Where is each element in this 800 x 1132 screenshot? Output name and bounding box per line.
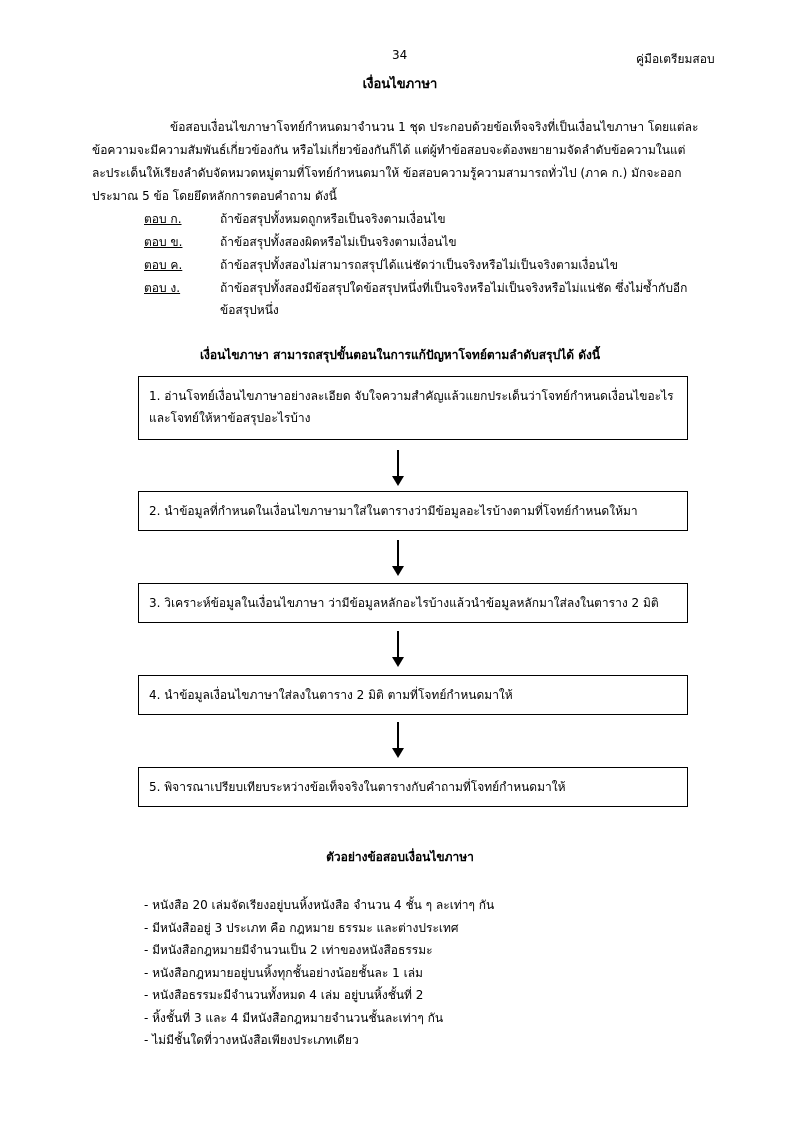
step-box-3 — [138, 583, 688, 623]
answer-rule-b — [144, 231, 704, 253]
steps-heading: เงื่อนไขภาษา สามารถสรุปขั้นตอนในการแก้ปัญหาโจทย์ตามลำดับสรุปได้ ดังนี้ — [199, 348, 601, 362]
down-arrow-icon — [397, 540, 399, 576]
answer-rule-text: ถ้าข้อสรุปทั้งสองผิดหรือไม่เป็นจริงตามเงื่อนไข — [220, 235, 457, 249]
step-text: 5. พิจารณาเปรียบเทียบระหว่างข้อเท็จจริงในตารางกับคำถามที่โจทย์กำหนดมาให้ — [149, 780, 566, 794]
list-item: - หนังสือ 20 เล่มจัดเรียงอยู่บนหิ้งหนังสือ จำนวน 4 ชั้น ๆ ละเท่าๆ กัน — [144, 898, 495, 912]
answer-rule-label: ตอบ ก. — [144, 212, 182, 226]
answer-rule-d — [144, 277, 704, 323]
list-item: - หนังสือกฎหมายอยู่บนหิ้งทุกชั้นอย่างน้อยชั้นละ 1 เล่ม — [144, 965, 423, 980]
step-box-2 — [138, 491, 688, 531]
intro-line-3: ละประเด็นให้เรียงลำดับจัดหมวดหมู่ตามที่โจทย์กำหนดมาให้ ข้อสอบความรู้ความสามารถทั่วไป (ภาค ก.) มักจะออก — [92, 166, 682, 180]
step-box-4 — [138, 675, 688, 715]
answer-rule-c — [144, 254, 704, 276]
down-arrow-icon — [397, 722, 399, 758]
step-box-5 — [138, 767, 688, 807]
answer-rule-text: ถ้าข้อสรุปทั้งสองมีข้อสรุปใดข้อสรุปหนึ่งที่เป็นจริงหรือไม่เป็นจริงหรือไม่แน่ชัด ซึ่งไม่ซ้ำกับอีกข้อสรุปหนึ่ง — [220, 281, 688, 317]
answer-rule-label: ตอบ ค. — [144, 258, 183, 272]
list-item: - หนังสือธรรมะมีจำนวนทั้งหมด 4 เล่ม อยู่บนหิ้งชั้นที่ 2 — [144, 988, 424, 1002]
section-title: เงื่อนไขภาษา — [362, 77, 438, 92]
list-item: - มีหนังสืออยู่ 3 ประเภท คือ กฎหมาย ธรรมะ และต่างประเทศ — [144, 920, 459, 935]
header-book-title: คู่มือเตรียมสอบ — [636, 52, 715, 66]
step-text: 3. วิเคราะห์ข้อมูลในเงื่อนไขภาษา ว่ามีข้อมูลหลักอะไรบ้างแล้วนำข้อมูลหลักมาใส่ลงในตาราง 2 มิติ — [149, 596, 659, 610]
intro-line-2: ข้อความจะมีความสัมพันธ์เกี่ยวข้องกัน หรือไม่เกี่ยวข้องกันก็ได้ แต่ผู้ทำข้อสอบจะต้องพยายามจัดลำดับข้อความในแต่ — [92, 143, 686, 157]
list-item: - หิ้งชั้นที่ 3 และ 4 มีหนังสือกฎหมายจำนวนชั้นละเท่าๆ กัน — [144, 1010, 444, 1025]
page-number: 34 — [392, 48, 408, 62]
down-arrow-icon — [397, 450, 399, 486]
step-text: 1. อ่านโจทย์เงื่อนไขภาษาอย่างละเอียด จับใจความสำคัญแล้วแยกประเด็นว่าโจทย์กำหนดเงื่อนไขอะไรและโจทย์ให้หาข้อสรุปอะไรบ้าง — [149, 389, 674, 425]
intro-line-4: ประมาณ 5 ข้อ โดยยึดหลักการตอบคำถาม ดังนี้ — [92, 189, 337, 203]
answer-rule-label: ตอบ ง. — [144, 281, 181, 295]
example-conditions-list — [144, 894, 494, 1052]
answer-rule-text: ถ้าข้อสรุปทั้งหมดถูกหรือเป็นจริงตามเงื่อนไข — [220, 212, 446, 226]
intro-line-1: ข้อสอบเงื่อนไขภาษาโจทย์กำหนดมาจำนวน 1 ชุด ประกอบด้วยข้อเท็จจริงที่เป็นเงื่อนไขภาษา โดยแต่ละ — [170, 120, 699, 134]
step-text: 4. นำข้อมูลเงื่อนไขภาษาใส่ลงในตาราง 2 มิติ ตามที่โจทย์กำหนดมาให้ — [149, 688, 513, 702]
list-item: - มีหนังสือกฎหมายมีจำนวนเป็น 2 เท่าของหนังสือธรรมะ — [144, 943, 433, 957]
example-heading: ตัวอย่างข้อสอบเงื่อนไขภาษา — [326, 850, 474, 864]
answer-rule-a — [144, 208, 704, 230]
answer-rule-text: ถ้าข้อสรุปทั้งสองไม่สามารถสรุปได้แน่ชัดว่าเป็นจริงหรือไม่เป็นจริงตามเงื่อนไข — [220, 258, 618, 272]
step-box-1 — [138, 376, 688, 440]
down-arrow-icon — [397, 631, 399, 667]
answer-rule-label: ตอบ ข. — [144, 235, 183, 249]
list-item: - ไม่มีชั้นใดที่วางหนังสือเพียงประเภทเดียว — [144, 1033, 359, 1047]
step-text: 2. นำข้อมูลที่กำหนดในเงื่อนไขภาษามาใส่ในตารางว่ามีข้อมูลอะไรบ้างตามที่โจทย์กำหนดให้มา — [149, 504, 638, 518]
